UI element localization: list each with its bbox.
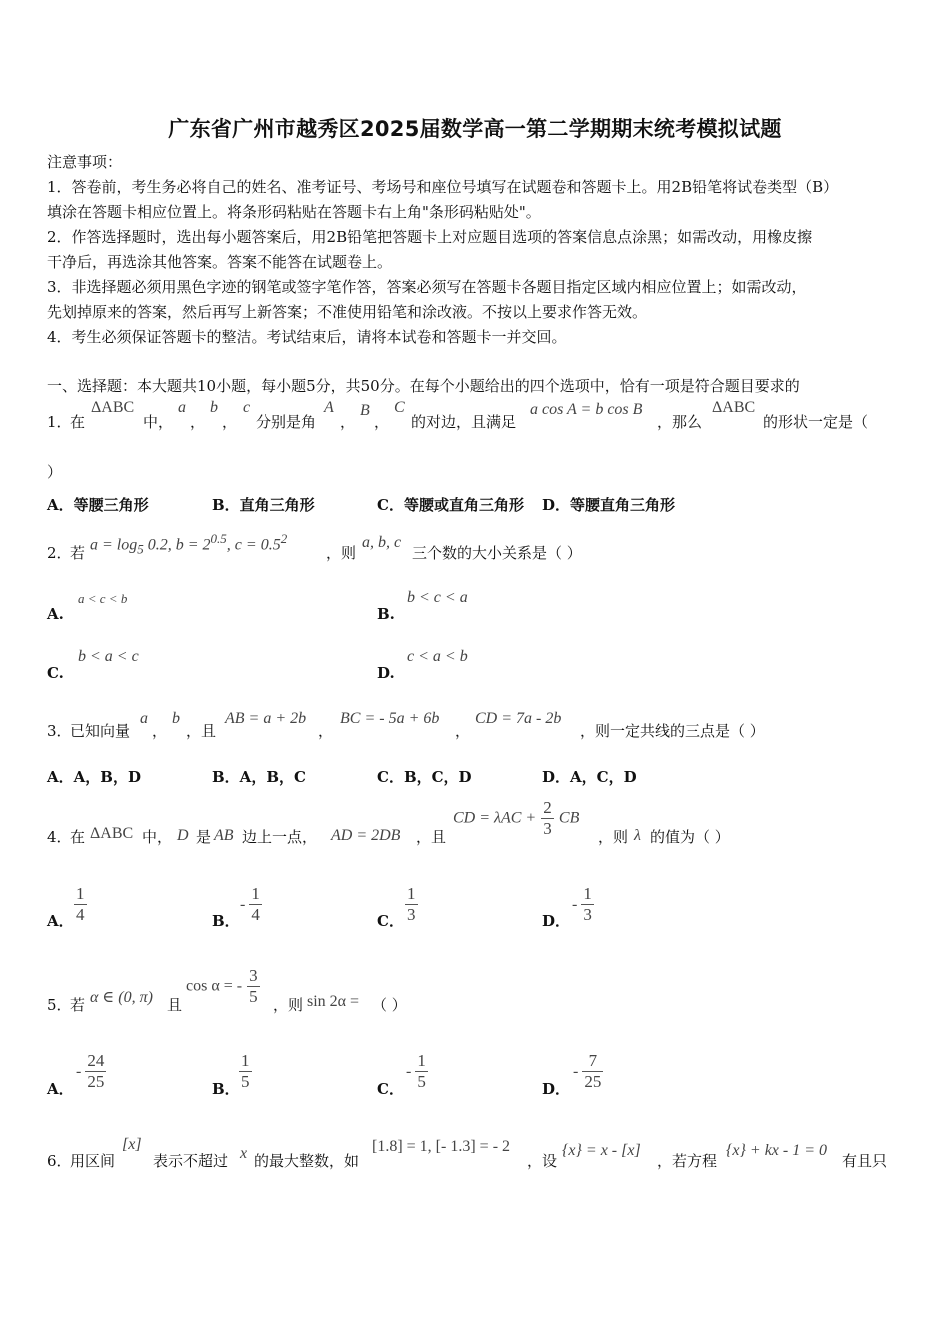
q3-option-b: B．A，B，C <box>212 768 306 786</box>
q1-math-condition: a cos A = b cos B <box>530 401 643 418</box>
q5-math-sin: sin 2α = <box>307 993 360 1010</box>
q3-comma-1: ， <box>152 722 168 740</box>
q3-comma-2: ， <box>318 722 334 740</box>
q4-option-a-label: A． <box>47 912 74 930</box>
q2-option-b-math: b < c < a <box>407 589 468 606</box>
q2-number: 2． <box>47 544 72 562</box>
q5-text-1: 若 <box>70 996 86 1014</box>
q3-text-3: ，则一定共线的三点是（ ） <box>580 722 765 740</box>
q6-text-2: 表示不超过 <box>153 1152 229 1170</box>
q3-math-ab: AB = a + 2b <box>225 710 307 727</box>
notice-item-3-line-1: 3．非选择题必须用黑色字迹的钢笔或签字笔作答，答案必须写在答题卡各题目指定区域内相应位置上；如需改动， <box>47 278 807 296</box>
q5-option-b-label: B． <box>212 1080 240 1098</box>
q4-text-6: ，则 <box>598 828 629 846</box>
q2-text-1: 若 <box>70 544 86 562</box>
q3-option-a: A．A，B，D <box>47 768 141 786</box>
q1-option-c: C．等腰或直角三角形 <box>377 496 524 514</box>
q5-number: 5． <box>47 996 72 1014</box>
q4-number: 4． <box>47 828 72 846</box>
q3-math-bc: BC = - 5a + 6b <box>340 710 440 727</box>
q2-option-d-label: D. <box>377 664 395 682</box>
q6-number: 6． <box>47 1152 72 1170</box>
q1-option-d: D．等腰直角三角形 <box>542 496 676 514</box>
q1-math-C: C <box>394 399 405 416</box>
q1-math-a: a <box>178 399 186 416</box>
q1-option-a: A．等腰三角形 <box>47 496 149 514</box>
q1-math-b: b <box>210 399 218 416</box>
q1-text-4: 的对边，且满足 <box>411 413 517 431</box>
q5-option-a-label: A． <box>47 1080 74 1098</box>
q6-text-4: ，设 <box>527 1152 558 1170</box>
q6-text-6: 有且只 <box>842 1152 888 1170</box>
q5-option-c-label: C． <box>377 1080 404 1098</box>
q5-option-d-label: D． <box>542 1080 571 1098</box>
q1-math-A: A <box>324 399 334 416</box>
q3-option-c: C．B，C，D <box>377 768 472 786</box>
q1-comma-1: ， <box>190 413 206 431</box>
q4-option-b-label: B． <box>212 912 240 930</box>
q3-number: 3． <box>47 722 72 740</box>
q5-text-2: 且 <box>167 996 183 1014</box>
notice-item-4: 4．考生必须保证答题卡的整洁。考试结束后，请将本试卷和答题卡一并交回。 <box>47 328 567 346</box>
q1-close-paren: ） <box>47 463 63 481</box>
q6-math-equation: {x} + kx - 1 = 0 <box>726 1142 828 1159</box>
q2-math-abc: a, b, c <box>362 534 402 551</box>
q4-option-b-math: - $\frac{1}{4}$ <box>240 884 260 924</box>
q4-math-d: D <box>177 827 189 844</box>
section-heading: 一、选择题：本大题共10小题，每小题5分，共50分。在每个小题给出的四个选项中，恰有一项是符合题目要求的 <box>47 377 800 395</box>
q4-text-5: ，且 <box>416 828 447 846</box>
q1-math-triangle: ΔABC <box>91 399 135 416</box>
q5-option-c-math: - $\frac{1}{5}$ <box>406 1051 426 1091</box>
q1-option-b: B．直角三角形 <box>212 496 315 514</box>
q2-math-definitions: $a = \log_5 0.2$, $b = 2^{0.5}$, $c = 0.5^2$ <box>90 531 288 557</box>
q4-option-c-label: C． <box>377 912 404 930</box>
q4-option-d-label: D． <box>542 912 571 930</box>
q5-text-4: （ ） <box>372 996 407 1014</box>
q5-fraction-three-fifths: $\frac{3}{5}$ <box>249 966 258 1006</box>
q5-option-d-math: - $\frac{7}{25}$ <box>573 1051 602 1091</box>
q3-text-2: ，且 <box>186 722 217 740</box>
q4-math-ad: AD = 2DB <box>331 827 401 844</box>
q3-text-1: 已知向量 <box>70 722 131 740</box>
q3-comma-3: ， <box>455 722 471 740</box>
q1-comma-4: ， <box>374 413 390 431</box>
q3-math-b: b <box>172 710 180 727</box>
q6-text-1: 用区间 <box>70 1152 116 1170</box>
q1-text-2: 中， <box>143 413 174 431</box>
q4-option-d-math: - $\frac{1}{3}$ <box>572 884 592 924</box>
q6-math-bracket-x: [x] <box>122 1136 142 1153</box>
q3-math-a: a <box>140 710 148 727</box>
q1-math-c: c <box>243 399 251 416</box>
q6-text-5: ，若方程 <box>657 1152 718 1170</box>
q1-number: 1． <box>47 413 72 431</box>
q4-math-ab: AB <box>214 827 234 844</box>
notice-item-1-line-2: 填涂在答题卡相应位置上。将条形码粘贴在答题卡右上角"条形码粘贴处"。 <box>47 203 541 221</box>
q4-fraction-two-thirds: $\frac{2}{3}$ <box>543 798 552 838</box>
q5-option-b-math: $\frac{1}{5}$ <box>241 1051 250 1091</box>
q5-math-cos: cos α = - $\frac{3}{5}$ <box>186 966 258 1006</box>
q6-math-examples: [1.8] = 1, [- 1.3] = - 2 <box>372 1138 511 1155</box>
q1-text-1: 在 <box>70 413 86 431</box>
notice-item-1-line-1: 1．答卷前，考生务必将自己的姓名、准考证号、考场号和座位号填写在试题卷和答题卡上。用2B铅笔将试卷类型（B） <box>47 178 839 196</box>
q4-math-lambda: λ <box>634 827 641 844</box>
q4-text-4: 边上一点， <box>242 828 318 846</box>
q2-option-a-math: a < c < b <box>78 591 128 606</box>
q1-math-triangle-2: ΔABC <box>712 399 756 416</box>
q2-option-d-math: c < a < b <box>407 648 468 665</box>
q5-option-a-math: - $\frac{24}{25}$ <box>76 1051 105 1091</box>
q1-math-B: B <box>360 402 370 419</box>
exam-title: 广东省广州市越秀区2025届数学高一第二学期期末统考模拟试题 <box>168 117 782 141</box>
q4-text-1: 在 <box>70 828 86 846</box>
q5-math-alpha-range: α ∈ (0, π) <box>90 989 153 1006</box>
q2-option-c-label: C. <box>47 664 64 682</box>
q2-text-3: 三个数的大小关系是（ ） <box>412 544 582 562</box>
q4-text-7: 的值为（ ） <box>650 828 730 846</box>
q1-comma-2: ， <box>222 413 238 431</box>
q3-math-cd: CD = 7a - 2b <box>475 710 562 727</box>
q6-math-frac-part: {x} = x - [x] <box>562 1142 641 1159</box>
q1-text-5: ，那么 <box>657 413 703 431</box>
q5-text-3: ，则 <box>273 996 304 1014</box>
q1-comma-3: ， <box>340 413 356 431</box>
q1-text-6: 的形状一定是（ <box>763 413 869 431</box>
q4-math-triangle: ΔABC <box>90 825 134 842</box>
q1-text-3: 分别是角 <box>256 413 317 431</box>
q3-option-d: D．A，C，D <box>542 768 637 786</box>
q2-option-c-math: b < a < c <box>78 648 139 665</box>
notice-heading: 注意事项： <box>47 153 123 171</box>
q2-option-b-label: B. <box>377 605 395 623</box>
q4-text-2: 中， <box>142 828 173 846</box>
notice-item-2-line-1: 2．作答选择题时，选出每小题答案后，用2B铅笔把答题卡上对应题目选项的答案信息点涂黑；如需改动，用橡皮擦 <box>47 228 813 246</box>
notice-item-2-line-2: 干净后，再选涂其他答案。答案不能答在试题卷上。 <box>47 253 393 271</box>
q4-math-cd-equation: CD = λAC + $\frac{2}{3}$ CB <box>453 798 580 838</box>
q4-option-c-math: $\frac{1}{3}$ <box>407 884 416 924</box>
q2-text-2: ，则 <box>326 544 357 562</box>
q6-text-3: 的最大整数，如 <box>254 1152 360 1170</box>
q6-math-x: x <box>240 1145 248 1162</box>
q4-text-3: 是 <box>196 828 212 846</box>
q2-option-a-label: A. <box>47 605 64 623</box>
q4-option-a-math: $\frac{1}{4}$ <box>76 884 85 924</box>
notice-item-3-line-2: 先划掉原来的答案，然后再写上新答案；不准使用铅笔和涂改液。不按以上要求作答无效。 <box>47 303 648 321</box>
